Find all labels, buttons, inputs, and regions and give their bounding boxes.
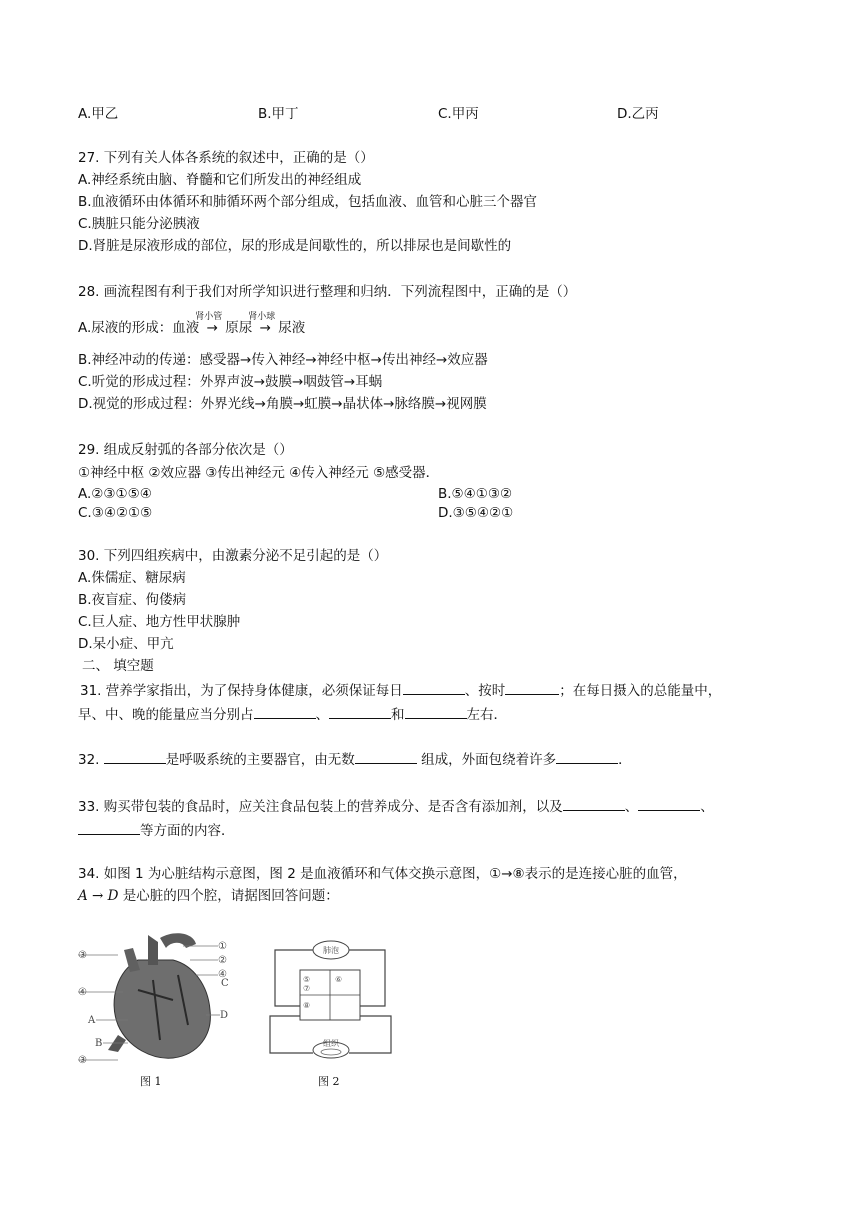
q27-option-c: C.胰脏只能分泌胰液 xyxy=(78,216,200,232)
q28-a-mid: 原尿 xyxy=(225,320,253,336)
q32-blank-2[interactable] xyxy=(355,749,417,764)
fig1-label-10: ③ xyxy=(78,1055,87,1066)
fig2-label-8: ⑧ xyxy=(303,1001,311,1010)
figure-2-caption: 图 2 xyxy=(318,1075,340,1088)
fig1-label-5: C xyxy=(221,978,229,989)
q33-blank-2[interactable] xyxy=(638,796,700,811)
q27-stem: 27. 下列有关人体各系统的叙述中，正确的是（） xyxy=(78,150,374,166)
q31-text-5: 、 xyxy=(315,707,329,723)
q29-items: ①神经中枢 ②效应器 ③传出神经元 ④传入神经元 ⑤感受器． xyxy=(78,465,440,481)
q32-blank-1[interactable] xyxy=(104,749,166,764)
q31-text-7: 左右． xyxy=(466,707,507,723)
q33-text-2: 、 xyxy=(624,799,639,815)
q31-text-4: 早、中、晚的能量应当分别占 xyxy=(78,707,254,723)
q27-option-a: A.神经系统由脑、脊髓和它们所发出的神经组成 xyxy=(78,172,362,188)
q34-var: A → D xyxy=(78,888,119,904)
fig2-label-6: ⑥ xyxy=(335,975,343,984)
q31-line-1 xyxy=(80,680,721,701)
q27-option-b: B.血液循环由体循环和肺循环两个部分组成，包括血液、血管和心脏三个器官 xyxy=(78,194,538,210)
q31-text-2: 、按时 xyxy=(464,683,506,699)
q32 xyxy=(78,749,632,770)
q29-option-b: B.⑤④①③② xyxy=(438,486,513,502)
figure-1-heart xyxy=(78,930,238,1070)
q28-a-arrow-1: 肾小管 → xyxy=(199,318,225,338)
fig1-label-7: A xyxy=(88,1015,96,1026)
q32-text-4: ． xyxy=(618,752,632,768)
section-title: 二、 填空题 xyxy=(82,658,154,674)
fig1-label-1: ③ xyxy=(78,950,87,961)
q33-text-3: 、 xyxy=(700,799,714,815)
q28-a-end: 尿液 xyxy=(278,320,306,336)
fig2-label-5: ⑤ xyxy=(303,975,311,984)
q30-option-a: A.侏儒症、糖尿病 xyxy=(78,570,186,586)
fig1-label-3: ② xyxy=(218,955,227,966)
q33-text-4: 等方面的内容． xyxy=(140,823,235,839)
q28-stem: 28. 画流程图有利于我们对所学知识进行整理和归纳．下列流程图中，正确的是（） xyxy=(78,284,577,300)
q26-option-a: A.甲乙 xyxy=(78,106,119,122)
q32-text-1: 32. xyxy=(78,752,100,768)
q34-line-2-rest: 是心脏的四个腔，请据图回答问题： xyxy=(118,888,339,904)
fig1-label-9: B xyxy=(95,1038,103,1049)
q31-blank-5[interactable] xyxy=(405,704,467,719)
heart-diagram-icon xyxy=(78,930,238,1070)
q28-option-d: D.视觉的形成过程：外界光线→角膜→虹膜→晶状体→脉络膜→视网膜 xyxy=(78,396,487,412)
fig1-label-2: ① xyxy=(218,941,227,952)
q33-line-2 xyxy=(78,820,235,841)
q27-option-d: D.肾脏是尿液形成的部位，尿的形成是间歇性的，所以排尿也是间歇性的 xyxy=(78,238,512,254)
q31-blank-4[interactable] xyxy=(329,704,391,719)
q32-text-3: 组成，外面包绕着许多 xyxy=(416,752,557,768)
q28-a-arrow-2-label: 肾小球 xyxy=(248,312,276,322)
q29-stem: 29. 组成反射弧的各部分依次是（） xyxy=(78,442,293,458)
fig2-label-tissue: 组织 xyxy=(323,1039,339,1048)
q30-option-b: B.夜盲症、佝偻病 xyxy=(78,592,187,608)
fig1-label-4: ④ xyxy=(218,969,227,980)
q31-text-3: ；在每日摄入的总能量中， xyxy=(559,683,722,699)
q28-option-c: C.听觉的形成过程：外界声波→鼓膜→咽鼓管→耳蜗 xyxy=(78,374,383,390)
q33-blank-1[interactable] xyxy=(563,796,625,811)
fig1-label-8: D xyxy=(220,1010,229,1021)
circulation-diagram-icon xyxy=(265,938,397,1060)
fig1-label-6: ④ xyxy=(78,987,87,998)
q29-option-a: A.②③①⑤④ xyxy=(78,486,152,502)
q31-line-2 xyxy=(78,704,507,725)
fig2-label-alveoli: 肺泡 xyxy=(323,946,339,955)
q30-stem: 30. 下列四组疾病中，由激素分泌不足引起的是（） xyxy=(78,548,388,564)
q31-text-6: 和 xyxy=(391,707,405,723)
q26-option-b: B.甲丁 xyxy=(258,106,299,122)
q33-line-1 xyxy=(78,796,714,817)
q31-blank-3[interactable] xyxy=(254,704,316,719)
q29-option-c: C.③④②①⑤ xyxy=(78,505,153,521)
q31-blank-2[interactable] xyxy=(505,680,559,695)
q29-option-d: D.③⑤④②① xyxy=(438,505,514,521)
figure-1-caption: 图 1 xyxy=(140,1075,162,1088)
q33-text-1: 33. 购买带包装的食品时，应关注食品包装上的营养成分、是否含有添加剂，以及 xyxy=(78,799,563,815)
q31-text-1: 31. 营养学家指出，为了保持身体健康，必须保证每日 xyxy=(80,683,403,699)
q30-option-c: C.巨人症、地方性甲状腺肿 xyxy=(78,614,241,630)
q28-a-arrow-2: 肾小球 → xyxy=(252,318,278,338)
fig2-label-7: ⑦ xyxy=(303,984,311,993)
q28-option-b: B.神经冲动的传递：感受器→传入神经→神经中枢→传出神经→效应器 xyxy=(78,352,488,368)
q32-text-2: 是呼吸系统的主要器官，由无数 xyxy=(165,752,355,768)
figure-2-circulation xyxy=(265,938,397,1060)
q26-option-d: D.乙丙 xyxy=(617,106,659,122)
q31-blank-1[interactable] xyxy=(403,680,465,695)
q30-option-d: D.呆小症、甲亢 xyxy=(78,636,174,652)
q26-option-c: C.甲丙 xyxy=(438,106,479,122)
q28-a-prefix: A.尿液的形成：血液 xyxy=(78,320,200,336)
q32-blank-3[interactable] xyxy=(556,749,618,764)
q28-option-a xyxy=(78,312,306,338)
q34-line-1: 34. 如图 1 为心脏结构示意图，图 2 是血液循环和气体交换示意图，①→⑧表示的是连接心脏的血管， xyxy=(78,866,687,882)
q33-blank-3[interactable] xyxy=(78,820,140,835)
q28-a-arrow-1-label: 肾小管 xyxy=(195,312,223,322)
q34-line-2 xyxy=(78,886,339,906)
